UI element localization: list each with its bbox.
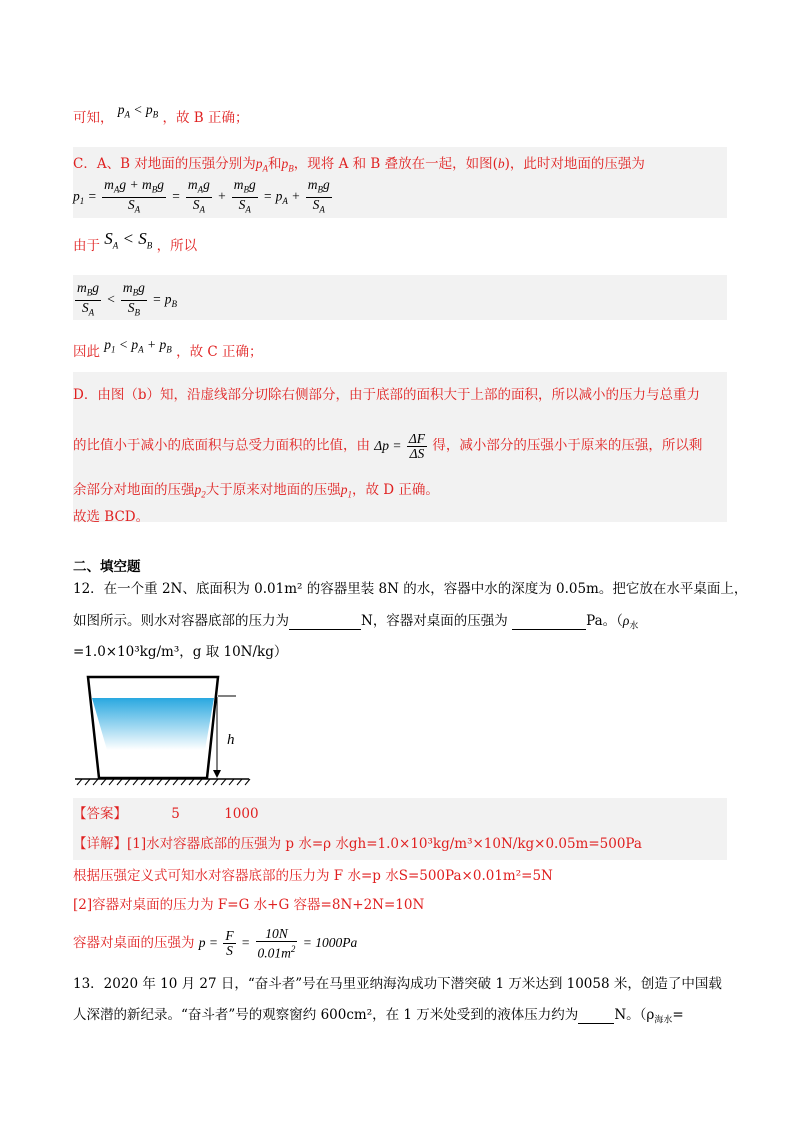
b-conclusion: 可知， $p_A < p_B$ ，故 B 正确； [73,102,249,126]
container-figure [73,672,263,787]
section-title: 二、填空题 [73,559,141,575]
answer-blank-2[interactable] [512,613,586,630]
detail-line3: [2]容器对桌面的压力为 F=G 水+G 容器=8N+2N=10N [73,897,425,913]
option-c-line1: C．A、B 对地面的压强分别为$p_A$和$p_B$，现将 A 和 B 叠放在一起，如图(b)，此时对地面的压强为 [73,156,645,174]
q12-line3: =1.0×10³kg/m³，g 取 10N/kg） [73,644,288,660]
pressure-formula: p = $\frac{F}{S}$ = $\frac{10N}{0.01m^2}$ = 1000Pa [198,926,358,961]
option-d-line1: D．由图（b）知，沿虚线部分切除右侧部分，由于底部的面积大于上部的面积，所以减小的压力与总重力 [73,387,700,403]
since-line: 由于 $S_A < S_B$ ，所以 [73,229,198,254]
detail-line1: 【详解】[1]水对容器底部的压强为 p 水=ρ 水gh=1.0×10³kg/m³×10N/kg×0.05m=500Pa [73,836,642,852]
p1-equation: $p_1$ = $\frac{m_Ag + m_Bg}{S_A}$ = $\frac{m_Ag}{S_A}$ + $\frac{m_Bg}{S_A}$ = $p_A$ + $\frac{m_Bg}{S_A}$ [73,177,330,215]
water-fill [92,698,214,750]
therefore-line: 因此 $p_1 < p_A + p_B$ ，故 C 正确； [73,337,263,360]
q13-line2: 人深潜的新纪录。“奋斗者”号的观察窗约 600cm²，在 1 万米处受到的液体压力约为 N。（$\rho_{海水}=$ [73,1007,684,1026]
sa-less-sb-formula: $S_A < S_B$ [104,229,153,251]
q12-line1: 12．在一个重 2N、底面积为 0.01m² 的容器里装 8N 的水，容器中水的深度为 0.05m。把它放在水平桌面上， [73,581,748,597]
answer-blank-3[interactable] [578,1007,614,1024]
p1-inequality: $p_1 < p_A + p_B$ [104,337,172,355]
answer-line: 【答案】 5 1000 [73,806,259,822]
q13-line1: 13．2020 年 10 月 27 日，“奋斗者”号在马里亚纳海沟成功下潜突破 1 万米达到 10058 米，创造了中国载 [73,976,722,992]
mbg-inequality: $\frac{m_Bg}{S_A}$ < $\frac{m_Bg}{S_B}$ = $p_B$ [77,280,177,318]
q12-line2: 如图所示。则水对容器底部的压力为 N，容器对桌面的压强为 Pa。（$\rho_水$ [73,613,639,632]
choose-answer: 故选 BCD。 [73,509,150,525]
ground-hatch [77,779,250,785]
height-label: h [227,732,235,748]
detail-line2: 根据压强定义式可知水对容器底部的压力为 F 水=p 水S=500Pa×0.01m²=5N [73,868,553,884]
option-d-line3: 余部分对地面的压强$p_2$大于原来对地面的压强$p_1$，故 D 正确。 [73,482,439,500]
delta-p-formula: Δp = $\frac{\Delta F}{\Delta S}$ [374,431,426,461]
detail-line4: 容器对桌面的压强为 p = $\frac{F}{S}$ = $\frac{10N}{0.01m^2}$ = 1000Pa [73,926,358,961]
answer-blank-1[interactable] [289,613,361,630]
pa-less-pb-formula: $p_A < p_B$ [117,102,159,120]
option-d-line2: 的比值小于减小的底面积与总受力面积的比值，由 Δp = $\frac{\Delta F}{\Delta S}$ 得，减小部分的压强小于原来的压强，所以剩 [73,431,703,461]
